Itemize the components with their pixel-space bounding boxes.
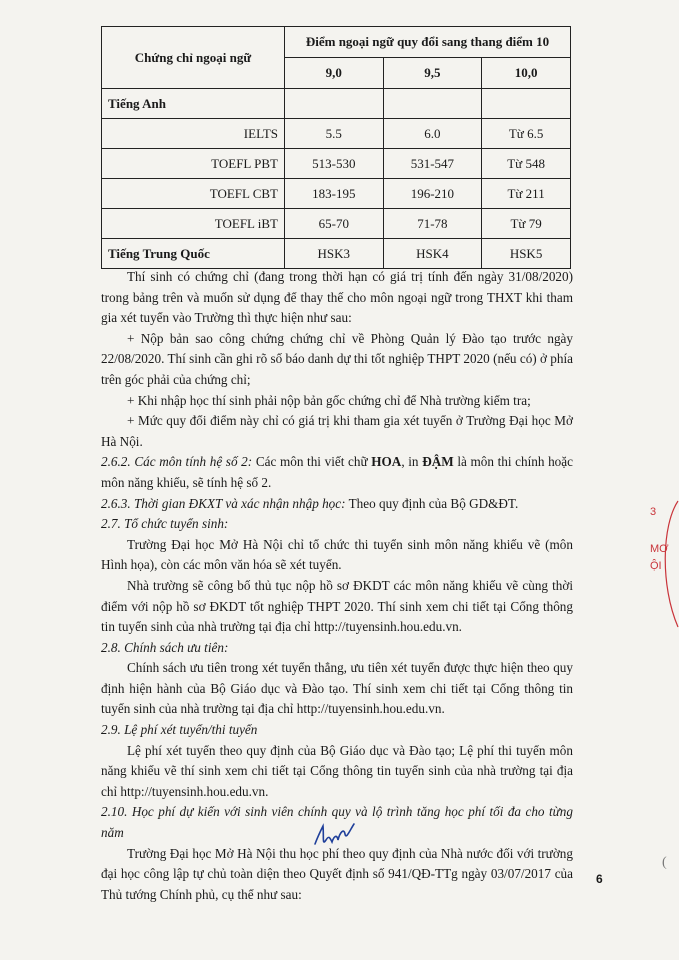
paragraph-registration: Nhà trường sẽ công bố thủ tục nộp hồ sơ ĐKDT các môn năng khiếu vẽ cùng thời điểm với nộp hồ sơ ĐKDT tốt nghiệp THPT 2020. Thí sinh xem chi tiết tại Cổng thông tin tuyển sinh của nhà trường tại địa chỉ http://tuyensinh.hou.edu.vn.	[101, 577, 573, 635]
page-number: 6	[596, 872, 603, 886]
document-body	[101, 267, 573, 905]
score-cell: 196-210	[383, 179, 482, 209]
table-row	[102, 179, 571, 209]
header-certificate: Chứng chỉ ngoại ngữ	[102, 27, 285, 89]
score-col-95: 9,5	[383, 58, 482, 89]
section-2-6-3	[101, 494, 573, 515]
score-cell: 5.5	[285, 119, 384, 149]
certificate-name-cell: IELTS	[102, 119, 285, 149]
score-cell: Từ 211	[482, 179, 571, 209]
section-2-10-heading: 2.10. Học phí dự kiến với sinh viên chính quy và lộ trình tăng học phí tối đa cho từng năm	[101, 804, 573, 841]
score-cell: 6.0	[383, 119, 482, 149]
paragraph-original-check: + Khi nhập học thí sinh phải nộp bản gốc chứng chỉ để Nhà trường kiểm tra;	[127, 392, 531, 408]
section-text: là môn thi chính hoặc môn năng khiếu, sẽ tính hệ số 2.	[101, 454, 573, 490]
score-col-90: 9,0	[285, 58, 384, 89]
certificate-name-cell: Tiếng Trung Quốc	[102, 239, 285, 269]
section-2-7-heading: 2.7. Tổ chức tuyển sinh:	[101, 516, 229, 532]
certificate-name-cell: TOEFL CBT	[102, 179, 285, 209]
certificate-name-cell: TOEFL PBT	[102, 149, 285, 179]
table-row	[102, 149, 571, 179]
paragraph-certificate-intro: Thí sinh có chứng chỉ (đang trong thời hạn có giá trị tính đến ngày 31/08/2020) trong bảng trên và muốn sử dụng để thay thế cho môn ngoại ngữ trong THXT khi tham gia xét tuyển vào Trường thì thực hiện như sau:	[101, 269, 573, 326]
score-cell	[285, 89, 384, 119]
score-cell: 531-547	[383, 149, 482, 179]
paragraph-fees: Lệ phí xét tuyển theo quy định của Bộ Giáo dục và Đào tạo; Lệ phí thi tuyển môn năng khiếu vẽ thí sinh xem chi tiết tại Cổng thông tin tuyển sinh của nhà trường tại địa chỉ http://tuyensinh.hou.edu.vn.	[101, 742, 573, 799]
score-col-100: 10,0	[482, 58, 571, 89]
section-2-9-heading: 2.9. Lệ phí xét tuyển/thi tuyển	[101, 722, 258, 738]
margin-mark: (	[662, 855, 667, 870]
score-cell: 65-70	[285, 209, 384, 239]
paragraph-priority-policy: Chính sách ưu tiên trong xét tuyển thẳng, ưu tiên xét tuyển được thực hiện theo quy định hiện hành của Bộ Giáo dục và Đào tạo. Thí sinh xem chi tiết tại Cổng thông tin tuyển sinh của nhà trường tại địa chỉ http://tuyensinh.hou.edu.vn.	[101, 660, 573, 717]
stamp-fragment: 3	[650, 506, 657, 518]
score-cell: 183-195	[285, 179, 384, 209]
score-cell	[482, 89, 571, 119]
table-row	[102, 239, 571, 269]
header-score-span: Điểm ngoại ngữ quy đổi sang thang điểm 10	[285, 27, 571, 58]
score-cell: 513-530	[285, 149, 384, 179]
stamp-fragment: ỘI	[650, 560, 662, 572]
section-text: Các môn thi viết chữ	[252, 454, 372, 470]
score-cell: HSK4	[383, 239, 482, 269]
score-cell: Từ 6.5	[482, 119, 571, 149]
stamp-text	[650, 505, 669, 574]
section-2-6-2	[101, 452, 573, 493]
section-heading: 2.6.2. Các môn tính hệ số 2:	[101, 454, 253, 470]
table-row	[102, 89, 571, 119]
paragraph-tuition: Trường Đại học Mở Hà Nội thu học phí theo quy định của Nhà nước đối với trường đại học công lập tự chủ toàn diện theo Quyết định số 941/QĐ-TTg ngày 03/07/2017 của Thủ tướng Chính phủ, cụ thể như sau:	[101, 845, 573, 902]
paragraph-submit-copy: + Nộp bản sao công chứng chứng chỉ về Phòng Quản lý Đào tạo trước ngày 22/08/2020. Thí sinh cần ghi rõ số báo danh dự thi tốt nghiệp THPT 2020 (nếu có) ở phía trên góc phải của chứng chỉ;	[101, 330, 573, 387]
table-row	[102, 209, 571, 239]
section-text: , in	[401, 454, 423, 470]
section-2-8-heading: 2.8. Chính sách ưu tiên:	[101, 639, 229, 655]
score-cell: Từ 79	[482, 209, 571, 239]
stamp-fragment: MƠ	[650, 543, 669, 555]
section-heading: 2.6.3. Thời gian ĐKXT và xác nhận nhập học:	[101, 495, 346, 511]
score-cell: Từ 548	[482, 149, 571, 179]
table-row	[102, 119, 571, 149]
paragraph-exam-organization: Trường Đại học Mở Hà Nội chỉ tổ chức thi tuyển sinh môn năng khiếu vẽ (môn Hình họa), còn các môn văn hóa sẽ xét tuyển.	[101, 536, 573, 573]
signature-mark	[312, 818, 356, 854]
score-cell	[383, 89, 482, 119]
bold-term: ĐẬM	[422, 454, 454, 470]
certificate-name-cell: Tiếng Anh	[102, 89, 285, 119]
language-certificate-table	[101, 26, 571, 269]
section-text: Theo quy định của Bộ GD&ĐT.	[345, 495, 519, 511]
score-cell: HSK5	[482, 239, 571, 269]
bold-term: HOA	[371, 454, 402, 470]
certificate-name-cell: TOEFL iBT	[102, 209, 285, 239]
paragraph-validity: + Mức quy đổi điểm này chỉ có giá trị khi tham gia xét tuyển ở Trường Đại học Mở Hà Nội.	[101, 413, 573, 449]
score-cell: 71-78	[383, 209, 482, 239]
score-cell: HSK3	[285, 239, 384, 269]
